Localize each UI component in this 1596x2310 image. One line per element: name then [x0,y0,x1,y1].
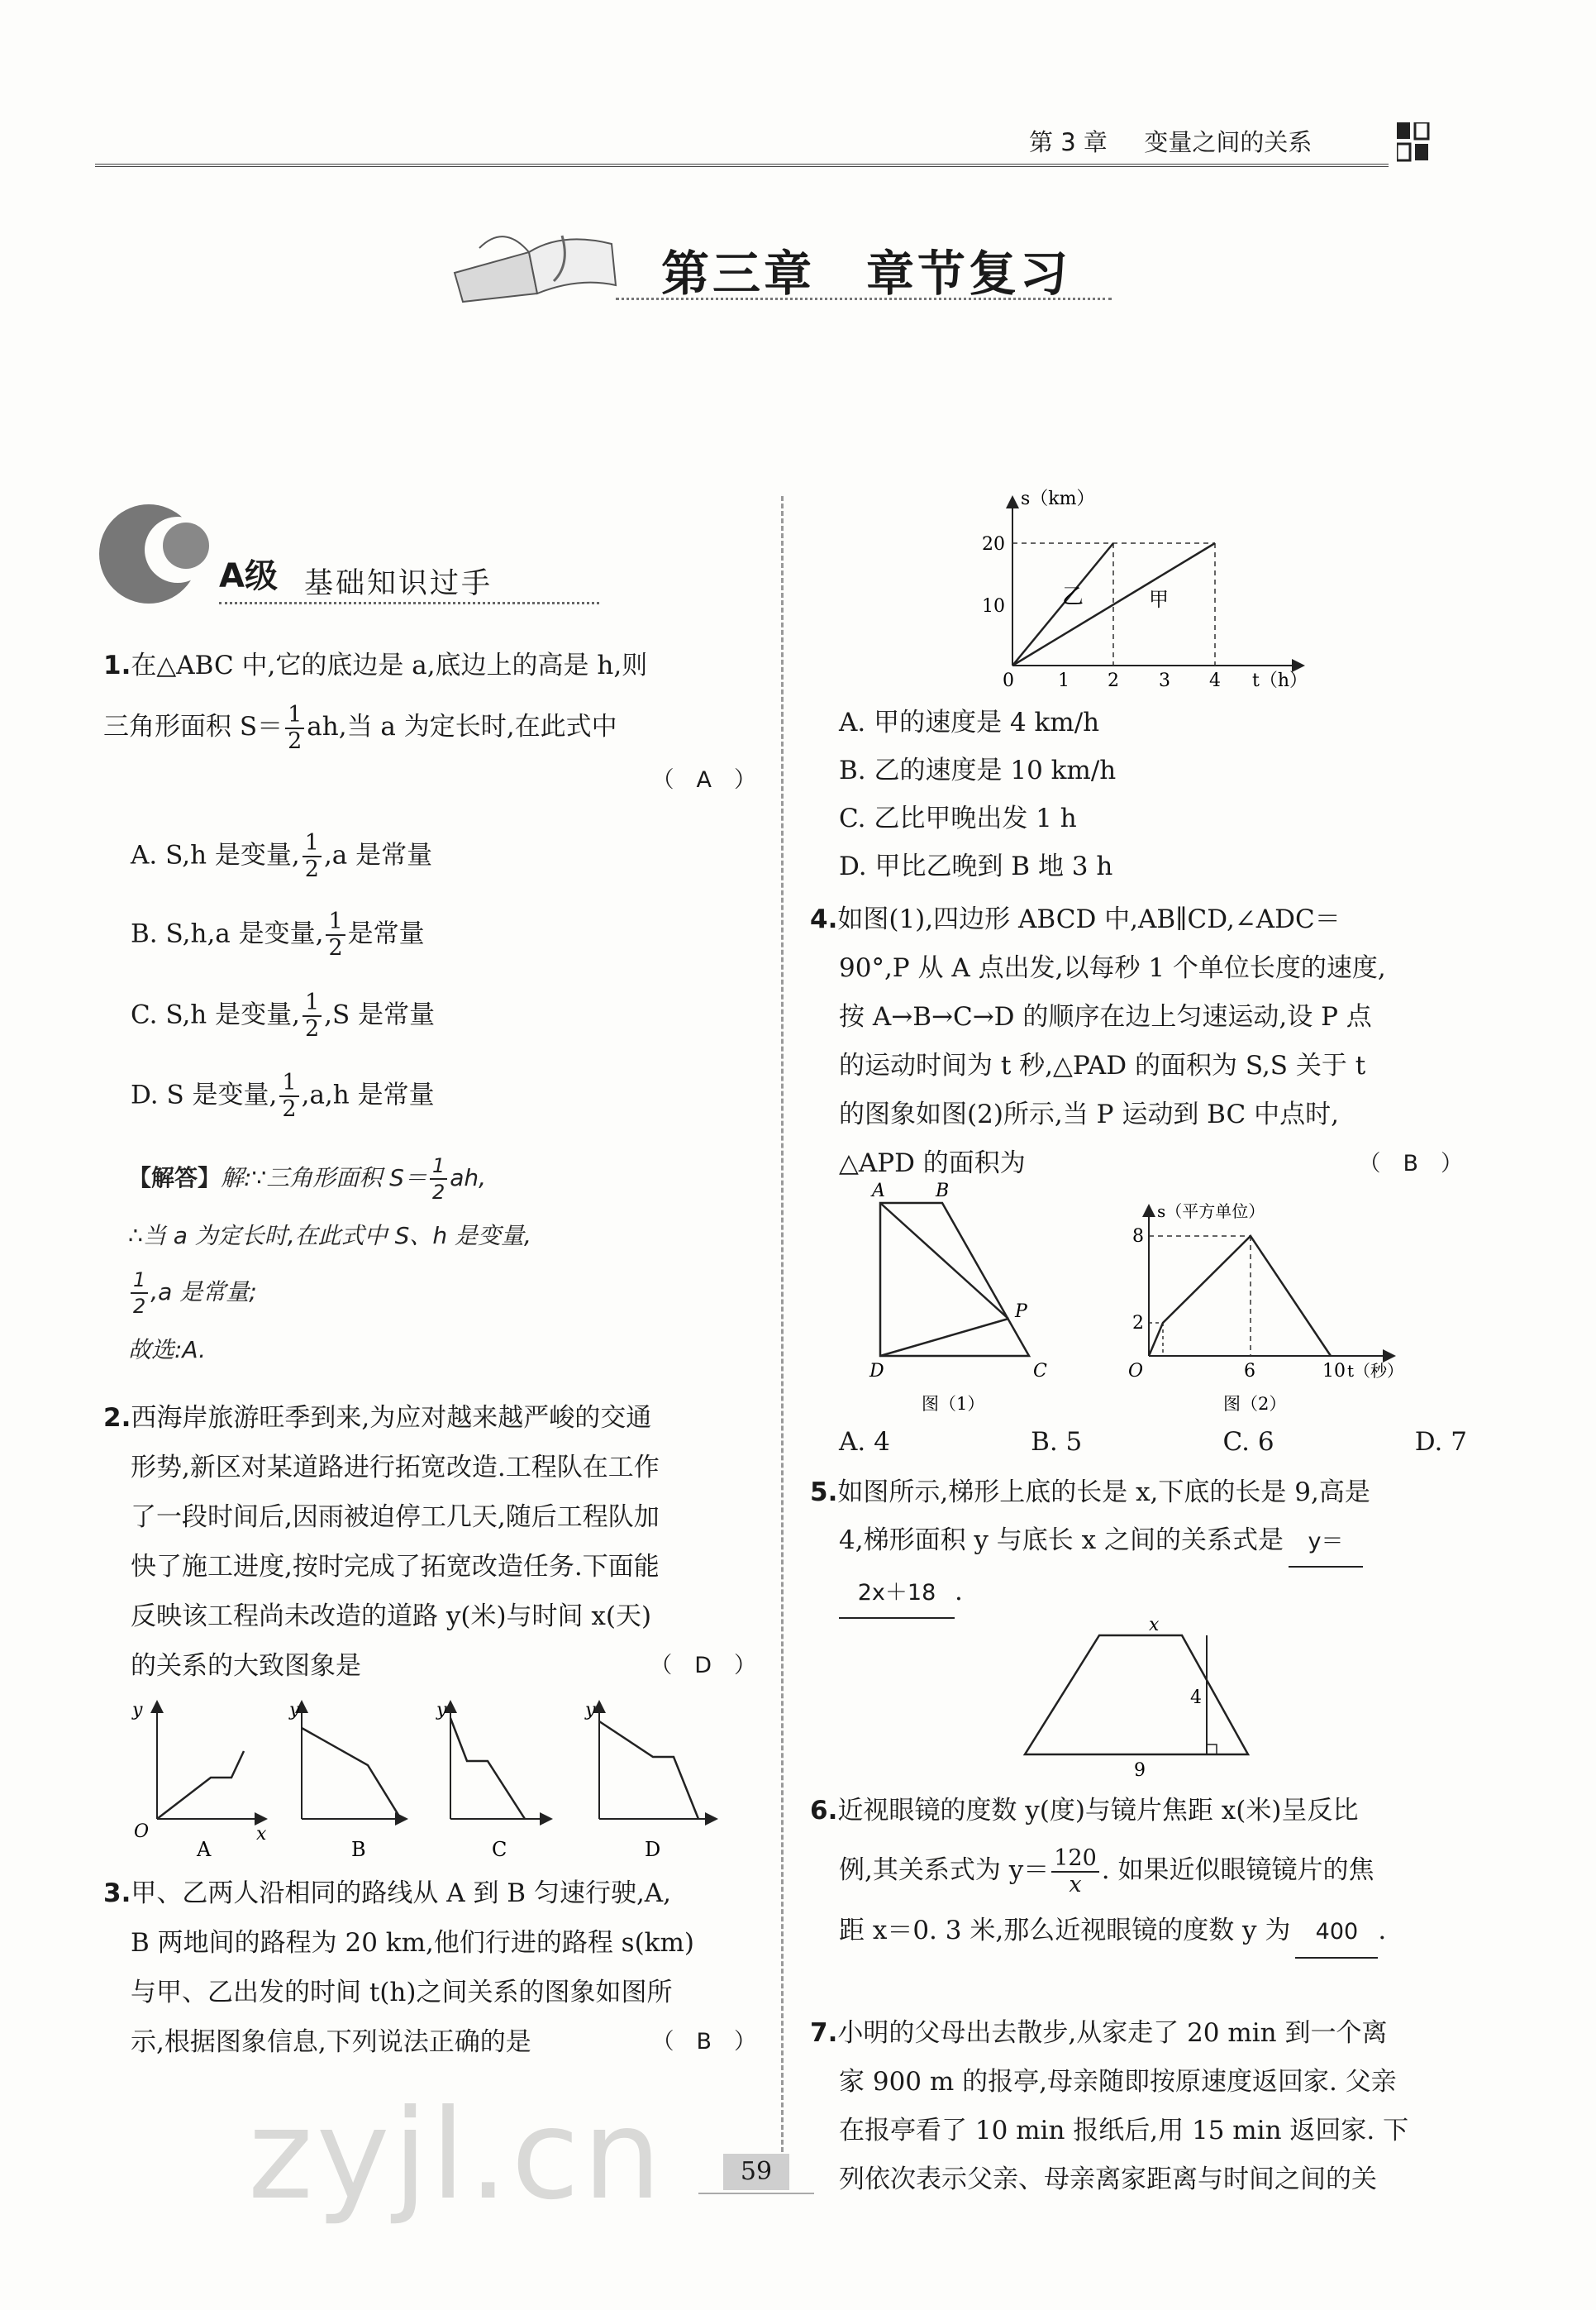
q4-line4: 的运动时间为 t 秒,△PAD 的面积为 S,S 关于 t [839,1051,1366,1081]
q1-solution-line4: 故选:A. [128,1336,207,1363]
watermark: zyjl.cn [248,2083,665,2227]
q1-option-b [131,909,425,961]
q1-option-b-frac-num: 1 [326,909,345,936]
q3-xlabel: t（h） [1252,671,1308,690]
q5 [810,1468,1463,1619]
q1-option-a-frac-num: 1 [303,831,322,857]
q1-line2b: ah,当 a 为定长时,在此式中 [307,712,617,742]
q6-end: . [1378,1915,1387,1945]
q3-ytick-10: 10 [982,596,1005,617]
q5-number: 5. [810,1477,838,1507]
q3-ytick-20: 20 [982,534,1005,555]
q4-line6: △APD 的面积为 [839,1148,1026,1178]
page-title: 第三章 章节复习 [661,246,1072,302]
q4-fig2-caption: 图（2） [1223,1394,1287,1414]
header-chapter: 第 3 章 [1029,128,1108,156]
q7-line1: 小明的父母出去散步,从家走了 20 min 到一个离 [837,2018,1388,2048]
q3-chart [975,484,1322,690]
q3-xtick-2: 2 [1108,671,1119,690]
q6-line2b: . 如果近似眼镜镜片的焦 [1101,1855,1374,1885]
q6-frac-num: 120 [1051,1846,1099,1873]
header-title: 变量之间的关系 [1144,128,1313,156]
q6-blank: 400 [1295,1907,1378,1959]
q2-line4: 快了施工进度,按时完成了拓宽改造任务.下面能 [131,1552,660,1582]
q4-fig2-y8: 8 [1132,1226,1144,1247]
q2-line2: 形势,新区对某道路进行拓宽改造.工程队在工作 [131,1453,660,1482]
q4-line2: 90°,P 从 A 点出发,以每秒 1 个单位长度的速度, [839,953,1386,983]
q4-number: 4. [810,904,838,934]
q3-answer: （ B ） [651,2029,756,2055]
q4-option-d: D. 7 [1414,1427,1467,1457]
q1-solution-line3-frac-num: 1 [131,1267,148,1294]
q3-line1: 甲、乙两人沿相同的路线从 A 到 B 匀速行驶,A, [131,1878,672,1908]
q7-line4: 列依次表示父亲、母亲离家距离与时间之间的关 [839,2164,1377,2194]
q6-line2a: 例,其关系式为 y＝ [839,1855,1050,1885]
q2-a-label: A [197,1838,212,1860]
q4-fig1-p: P [1015,1301,1027,1322]
q7-line3: 在报亭看了 10 min 报纸后,用 15 min 返回家. 下 [839,2116,1409,2145]
q5-fig-h: 4 [1190,1687,1202,1708]
q1-option-a-post: ,a 是常量 [323,840,433,871]
q4-fig1-caption: 图（1） [922,1394,985,1414]
q2-a-o: O [134,1821,150,1842]
q4-option-a: A. 4 [839,1427,890,1457]
q2-d-label: D [645,1838,661,1860]
q4-fig2-x10: 10 [1322,1361,1346,1382]
q6 [810,1786,1463,1959]
q3-label-yi: 乙 [1062,585,1084,609]
q2-c-label: C [492,1838,507,1860]
section-level: A级 [219,557,278,595]
q2-answer: （ D ） [650,1653,756,1678]
q3-label-jia: 甲 [1149,588,1169,611]
q1-option-c-post: ,S 是常量 [324,1000,436,1030]
q5-line1: 如图所示,梯形上底的长是 x,下底的长是 9,高是 [837,1477,1370,1507]
q1-option-d [131,1071,435,1122]
header-rule [95,164,1389,167]
q1-line2a: 三角形面积 S＝ [103,712,283,742]
q1-solution-line1a: 解:∵三角形面积 S＝ [221,1164,427,1191]
q3-option-a: A. 甲的速度是 4 km/h [839,708,1100,737]
q2-a-y: y [132,1700,143,1721]
q2-d-y: y [585,1700,596,1721]
q3-options [839,699,1116,890]
q1-fraction [285,703,304,754]
section-rule [219,602,599,604]
column-divider [781,496,784,2174]
q5-trapezoid [1017,1612,1265,1786]
q2-line1: 西海岸旅游旺季到来,为应对越来越严峻的交通 [131,1403,652,1433]
q1-solution-line3: ,a 是常量; [150,1278,257,1305]
q1-option-d-frac-num: 1 [279,1071,298,1097]
q4-fig1-b: B [936,1181,950,1201]
q4-fig2-y2: 2 [1132,1313,1144,1334]
book-icon [446,215,628,306]
q2-b-label: B [351,1838,366,1860]
q2-graph-a [131,1700,267,1860]
q4-figure-2 [1112,1199,1426,1422]
q3 [103,1869,756,2067]
q1-answer: （ A ） [651,766,756,793]
q7-line2: 家 900 m 的报亭,母亲随即按原速度返回家. 父亲 [839,2067,1397,2097]
q2-a-x: x [256,1824,267,1845]
q1-option-c-frac-den: 2 [304,1016,320,1042]
q4-fig1-d: D [869,1361,884,1382]
q1-frac-den: 2 [288,728,303,754]
q1-solution-line1b: ah, [450,1164,487,1191]
q2-number: 2. [103,1403,131,1433]
q3-line2: B 两地间的路程为 20 km,他们行进的路程 s(km) [131,1928,694,1958]
q1-solution [128,1153,773,1375]
q4 [810,895,1463,1188]
q1-option-a [131,831,432,882]
q3-xtick-3: 3 [1159,671,1170,690]
q5-line2: 4,梯形面积 y 与底长 x 之间的关系式是 [839,1525,1284,1555]
q1-number: 1. [103,651,131,680]
q3-xtick-1: 1 [1058,671,1070,690]
q2-line3: 了一段时间后,因雨被迫停工几天,随后工程队加 [131,1502,660,1532]
q7 [810,2009,1463,2204]
q5-end: . [955,1577,963,1606]
q2-graphs [124,1687,752,1860]
q1 [103,641,756,805]
q4-options [839,1419,1467,1465]
q1-frac-num: 1 [285,703,304,729]
q1-solution-frac-den: 2 [431,1181,445,1204]
q5-blank-1: y＝ [1289,1518,1363,1568]
q1-option-b-post: 是常量 [347,919,425,949]
q1-solution-frac-num: 1 [430,1153,447,1180]
q1-option-a-pre: A. S,h 是变量, [131,840,300,871]
q1-option-b-pre: B. S,h,a 是变量, [131,919,324,949]
q5-fig-bottom: 9 [1134,1760,1146,1781]
q3-number: 3. [103,1878,131,1908]
header-corner-icon [1397,122,1430,162]
q1-option-c-pre: C. S,h 是变量, [131,1000,300,1030]
page-number [723,2154,789,2190]
q3-line3: 与甲、乙出发的时间 t(h)之间关系的图象如图所 [131,1978,673,2007]
q4-option-c: C. 6 [1222,1427,1274,1457]
q2-b-y: y [289,1700,300,1721]
q1-option-c-frac-num: 1 [303,990,322,1017]
q4-fig2-ylabel: s（平方单位） [1157,1201,1265,1221]
q6-number: 6. [810,1796,838,1826]
q1-solution-line3-frac-den: 2 [133,1295,146,1318]
q3-option-b: B. 乙的速度是 10 km/h [839,756,1117,785]
section-name: 基础知识过手 [304,567,493,600]
q2-line5: 反映该工程尚未改造的道路 y(米)与时间 x(天) [131,1601,652,1631]
page-number-rule [698,2193,814,2194]
q2-graph-c [436,1700,550,1860]
q4-fig2-origin: O [1128,1361,1144,1382]
q1-solution-line2: ∴当 a 为定长时,在此式中 S、h 是变量, [128,1222,531,1249]
q6-line1: 近视眼镜的度数 y(度)与镜片焦距 x(米)呈反比 [837,1796,1359,1826]
q1-solution-label: 【解答】 [128,1164,222,1191]
q5-blank-2: 2x＋18 [839,1569,955,1619]
title-underline [616,298,1112,300]
section-badge-icon [95,500,219,608]
q3-line4: 示,根据图象信息,下列说法正确的是 [131,2027,531,2057]
q1-option-b-frac-den: 2 [328,935,343,961]
q3-option-d: D. 甲比乙晚到 B 地 3 h [839,852,1113,881]
running-header [1029,124,1312,158]
q2-graph-d [584,1700,715,1860]
q4-line3: 按 A→B→C→D 的顺序在边上匀速运动,设 P 点 [839,1002,1372,1032]
q4-option-b: B. 5 [1031,1427,1083,1457]
q2 [103,1393,756,1691]
q3-ylabel: s（km） [1021,489,1095,509]
q1-option-d-pre: D. S 是变量, [131,1080,278,1110]
q1-line1: 在△ABC 中,它的底边是 a,底边上的高是 h,则 [131,651,648,680]
q1-option-d-post: ,a,h 是常量 [301,1080,435,1110]
q7-number: 7. [810,2018,838,2048]
q4-figure-1 [860,1178,1066,1418]
q4-line1: 如图(1),四边形 ABCD 中,AB∥CD,∠ADC＝ [837,904,1341,934]
q1-option-a-frac-den: 2 [304,857,319,882]
q3-xtick-4: 4 [1209,671,1221,690]
q4-fig1-c: C [1033,1361,1047,1382]
q2-c-y: y [436,1700,447,1721]
q1-option-c [131,990,435,1042]
q6-frac-den: x [1069,1871,1082,1897]
q4-fig1-a: A [872,1181,885,1201]
q4-fig2-x6: 6 [1244,1361,1255,1382]
q4-line5: 的图象如图(2)所示,当 P 运动到 BC 中点时, [839,1100,1339,1129]
page-number-text: 59 [740,2157,773,2186]
q3-option-c: C. 乙比甲晚出发 1 h [839,804,1077,833]
q4-fig2-xlabel: t（秒） [1347,1361,1404,1381]
q3-xtick-0: 0 [1003,671,1014,690]
q5-fig-top: x [1149,1615,1160,1635]
q2-line6: 的关系的大致图象是 [131,1651,361,1681]
q4-answer: （ B ） [1358,1151,1463,1176]
q2-graph-b [288,1700,405,1860]
q6-line3: 距 x＝0. 3 米,那么近视眼镜的度数 y 为 [839,1915,1291,1945]
q1-option-d-frac-den: 2 [282,1096,297,1122]
